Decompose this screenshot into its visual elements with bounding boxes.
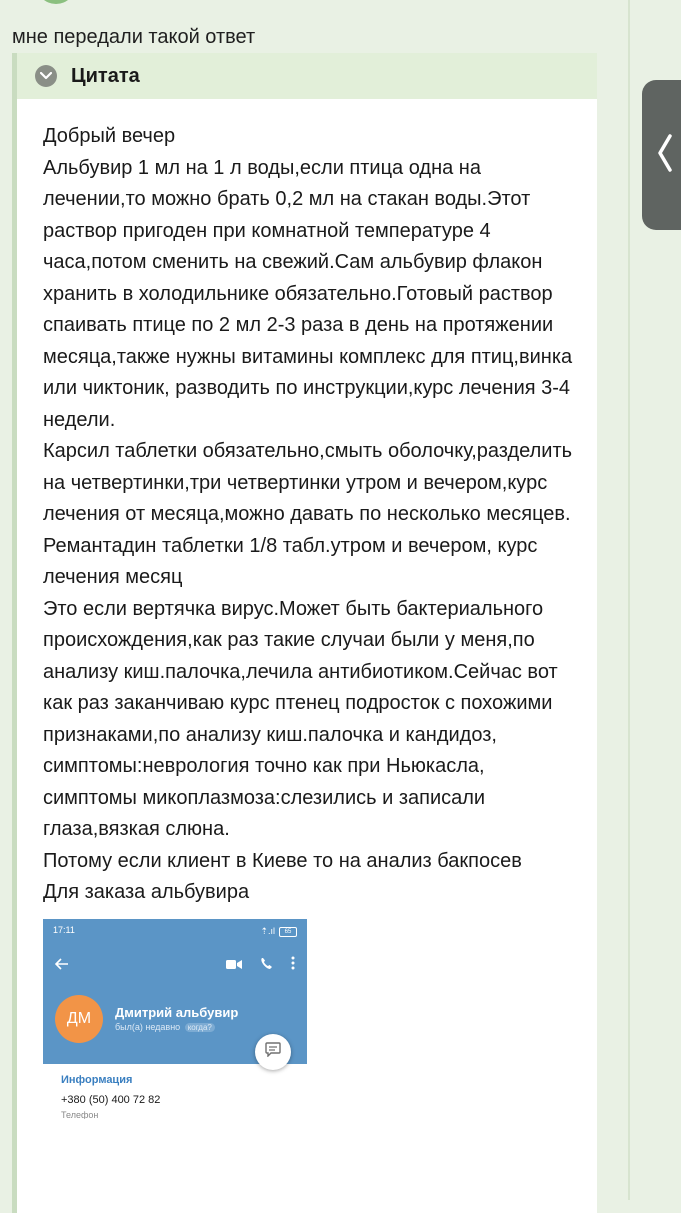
contact-status: был(а) недавно <box>115 1022 181 1032</box>
quote-body <box>17 99 597 1119</box>
signal-icon: ⇡.ıl <box>260 926 275 936</box>
contact-info-section <box>43 1064 307 1119</box>
status-bar <box>53 925 297 939</box>
more-vertical-icon[interactable] <box>291 956 295 975</box>
status-icons <box>260 925 297 939</box>
side-panel-handle[interactable] <box>642 80 681 230</box>
info-label: Информация <box>61 1073 133 1086</box>
contact-info <box>115 1005 238 1032</box>
quote-paragraph: Потому если клиент в Киеве то на анализ бакпосев <box>43 849 522 872</box>
divider <box>628 0 630 1200</box>
battery-icon: 65 <box>279 927 297 937</box>
app-bar <box>43 953 307 979</box>
message-button[interactable] <box>255 1034 291 1070</box>
phone-label: Телефон <box>61 1109 99 1119</box>
phone-icon[interactable] <box>260 957 273 975</box>
quote-paragraph: Для заказа альбувира <box>43 881 250 903</box>
app-bar-actions <box>226 956 295 975</box>
post-text: мне передали такой ответ <box>12 26 256 48</box>
quote-paragraph: Добрый вечер <box>43 125 176 147</box>
phone-number[interactable]: +380 (50) 400 72 82 <box>61 1093 161 1106</box>
chevron-down-icon[interactable] <box>35 65 57 87</box>
status-time: 17:11 <box>53 924 75 935</box>
contact-screenshot[interactable] <box>43 919 307 1119</box>
quote-paragraph: Ремантадин таблетки 1/8 табл.утром и вечером, курс лечения месяц <box>43 534 543 588</box>
contact-name: Дмитрий альбувир <box>115 1005 239 1020</box>
video-camera-icon[interactable] <box>226 957 242 975</box>
quote-title: Цитата <box>71 64 140 87</box>
quote-paragraph: Карсил таблетки обязательно,смыть оболочку,разделить на четвертинки,три четвертинки утром и вечером,курс лечения от месяца,можно давать по несколько месяцев. <box>43 440 578 525</box>
message-icon <box>265 1042 281 1062</box>
quote-paragraph: Это если вертячка вирус.Может быть бактериального происхождения,как раз такие случаи были у меня,по анализу киш.палочка,лечила антибиотиком.Сейчас вот как раз заканчиваю курс птенец подросток с похожими признаками,по анализу киш.палочка и кандидоз, симптомы:неврология точно как при Ньюкасла, симптомы микоплазмоза:слезились и записали глаза,вязкая слюна. <box>43 597 564 840</box>
status-chip[interactable]: когда? <box>185 1023 215 1032</box>
quote-block <box>12 53 597 1213</box>
arrow-left-icon[interactable] <box>55 957 69 975</box>
chevron-left-icon <box>657 134 673 177</box>
avatar[interactable] <box>36 0 76 4</box>
contact-avatar[interactable]: ДМ <box>55 995 103 1043</box>
contact-status-line <box>115 1022 238 1032</box>
quote-paragraph: Альбувир 1 мл на 1 л воды,если птица одна на лечении,то можно брать 0,2 мл на стакан воды.Этот раствор пригоден при комнатной температуре 4 часа,потом сменить на свежий.Сам альбувир флакон хранить в холодильнике обязательно.Готовый раствор спаивать птице по 2 мл 2-3 раза в день на протяжении месяца,также нужны витамины комплекс для птиц,винка или чиктоник, разводить по инструкции,курс лечения 3-4 недели. <box>43 156 578 431</box>
contact-row <box>55 995 238 1043</box>
quote-header[interactable] <box>17 53 597 99</box>
